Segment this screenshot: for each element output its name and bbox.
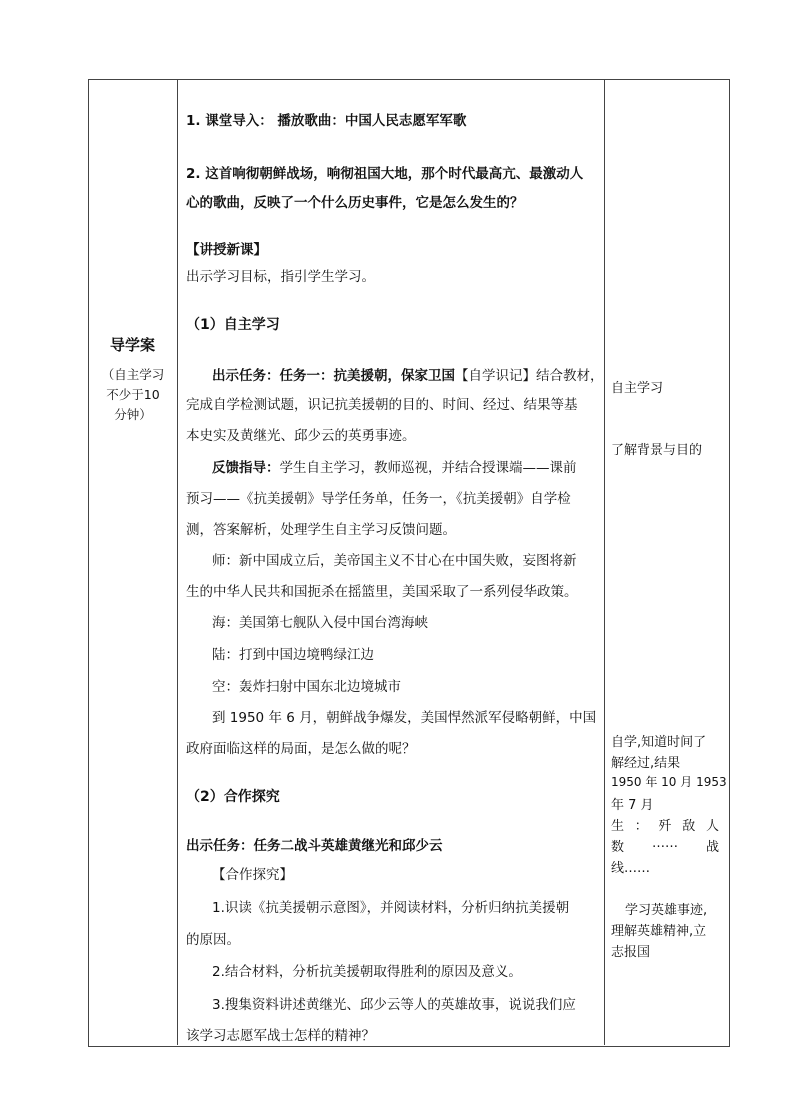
task1-title: 任务一：抗美援朝，保家卫国 xyxy=(279,368,455,384)
task1-tag: 【自学识记】 xyxy=(455,368,536,384)
note-background: 了解背景与目的 xyxy=(611,443,703,458)
cell-subtitle xyxy=(96,365,170,425)
war-line-2: 政府面临这样的局面，是怎么做的呢？ xyxy=(186,741,416,757)
cell-subtitle-line-1: （自主学习 xyxy=(101,367,165,382)
cell-title: 导学案 xyxy=(109,336,155,354)
section-heading-1: （1）自主学习 xyxy=(186,317,280,333)
intro-line: 1. 课堂导入： 播放歌曲：中国人民志愿军军歌 xyxy=(186,113,467,129)
item3-line-1: 3.搜集资料讲述黄继光、邱少云等人的英雄故事，说说我们应 xyxy=(212,997,576,1013)
note2-line-3: 1950 年 10 月 1953 xyxy=(611,775,727,789)
note2-6c: 战 xyxy=(705,840,719,855)
note2-5b: ： xyxy=(634,819,648,834)
note2-6a: 数 xyxy=(611,840,625,855)
note3-line-3: 志报国 xyxy=(611,945,651,960)
note2-line-6 xyxy=(611,836,719,855)
air-line: 空：轰炸扫射中国东北边境城市 xyxy=(212,679,401,695)
task1-line-3: 本史实及黄继光、邱少云的英勇事迹。 xyxy=(186,428,416,444)
note2-5a: 生 xyxy=(611,819,625,834)
task2-line: 出示任务：任务二战斗英雄黄继光和邱少云 xyxy=(186,838,443,854)
show-goals-line: 出示学习目标，指引学生学习。 xyxy=(186,269,375,285)
task1-line-2: 完成自学检测试题，识记抗美援朝的目的、时间、经过、结果等基 xyxy=(186,397,578,413)
note2-line-4: 年 7 月 xyxy=(611,798,654,813)
note2-line-2: 解经过,结果 xyxy=(611,756,681,771)
teacher-line-2: 生的中华人民共和国扼杀在摇篮里，美国采取了一系列侵华政策。 xyxy=(186,584,578,600)
new-lesson-heading: 【讲授新课】 xyxy=(186,242,267,258)
cell-subtitle-line-2: 不少于10 xyxy=(106,387,160,402)
coop-heading: 【合作探究】 xyxy=(212,867,293,883)
note-self-study: 自主学习 xyxy=(611,381,664,396)
item2-line: 2.结合材料，分析抗美援朝取得胜利的原因及意义。 xyxy=(212,964,522,980)
item3-line-2: 该学习志愿军战士怎样的精神？ xyxy=(186,1028,375,1044)
war-line-1: 到 1950 年 6 月，朝鲜战争爆发，美国悍然派军侵略朝鲜，中国 xyxy=(212,710,597,726)
column-divider-1 xyxy=(177,79,178,1045)
question-line-2: 心的歌曲，反映了一个什么历史事件，它是怎么发生的？ xyxy=(186,195,524,211)
feedback-text: 学生自主学习，教师巡视，并结合授课端——课前 xyxy=(279,460,577,476)
section-heading-2: （2）合作探究 xyxy=(186,789,280,805)
left-cell xyxy=(88,79,177,1045)
item1-line-1: 1.识读《抗美援朝示意图》，并阅读材料，分析归纳抗美援朝 xyxy=(212,900,570,916)
note2-line-1: 自学,知道时间了 xyxy=(611,735,707,750)
note3-line-1: 学习英雄事迹, xyxy=(625,903,708,918)
note2-6b: …… xyxy=(652,836,678,851)
note2-5d: 敌 xyxy=(682,819,696,834)
task1-line-1 xyxy=(212,364,604,384)
teacher-line-1: 师：新中国成立后，美帝国主义不甘心在中国失败，妄图将新 xyxy=(212,553,577,569)
feedback-label: 反馈指导： xyxy=(212,460,280,476)
question-line-1: 2. 这首响彻朝鲜战场，响彻祖国大地，那个时代最高亢、最激动人 xyxy=(186,166,584,182)
cell-subtitle-line-3: 分钟） xyxy=(114,407,152,422)
feedback-line-2: 预习——《抗美援朝》导学任务单，任务一，《抗美援朝》自学检 xyxy=(186,491,571,507)
note3-line-2: 理解英雄精神,立 xyxy=(611,924,707,939)
note2-5c: 歼 xyxy=(658,819,672,834)
sea-line: 海：美国第七舰队入侵中国台湾海峡 xyxy=(212,615,428,631)
task1-label: 出示任务： xyxy=(212,368,280,384)
feedback-line-1 xyxy=(212,456,577,476)
feedback-line-3: 测，答案解析，处理学生自主学习反馈问题。 xyxy=(186,522,456,538)
land-line: 陆：打到中国边境鸭绿江边 xyxy=(212,647,374,663)
note2-5e: 人 xyxy=(705,819,719,834)
note2-line-7: 线…… xyxy=(611,861,651,876)
task1-rest: 结合教材， xyxy=(536,368,604,384)
item1-line-2: 的原因。 xyxy=(186,932,240,948)
column-divider-2 xyxy=(604,79,605,1045)
note2-line-5 xyxy=(611,815,719,834)
